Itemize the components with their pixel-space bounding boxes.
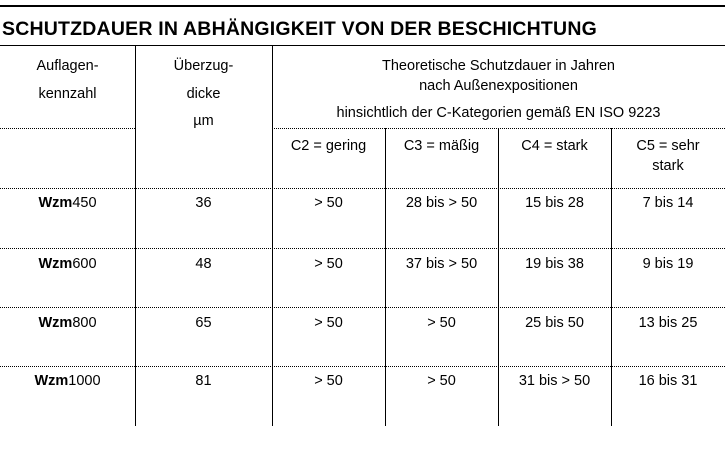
row-4-c4: 31 bis > 50: [518, 373, 591, 389]
row-2-number: 600: [72, 256, 97, 272]
row-1-thickness: 36: [195, 195, 212, 211]
header-c5-line2: stark: [652, 158, 684, 174]
row-divider-2: [0, 307, 725, 308]
header-auflagen: [0, 56, 135, 104]
row-2-label: [0, 254, 135, 274]
header-ueberzug-line1: Überzug-: [173, 58, 234, 74]
row-4-c2: > 50: [314, 373, 343, 389]
top-rule: [0, 5, 725, 7]
row-3-number: 800: [72, 315, 97, 331]
header-group: [272, 56, 725, 123]
header-c3: [385, 136, 498, 156]
row-3-label: [0, 313, 135, 333]
header-bottom-rule: [0, 188, 725, 189]
row-4-prefix: Wzm: [34, 373, 69, 389]
row-1-c2: > 50: [314, 195, 343, 211]
header-auflagen-line2: kennzahl: [38, 86, 97, 102]
row-4-thickness: 81: [195, 373, 212, 389]
header-c2-line1: C2 = gering: [290, 138, 367, 154]
row-divider-1: [0, 248, 725, 249]
row-2-c4: 19 bis 38: [525, 256, 584, 272]
row-3-prefix: Wzm: [38, 315, 73, 331]
row-4-c3: > 50: [427, 373, 456, 389]
header-c3-line1: C3 = mäßig: [403, 138, 480, 154]
header-ueberzug: [135, 56, 272, 131]
row-3-thickness: 65: [195, 315, 212, 331]
row-1-c5: 7 bis 14: [642, 195, 694, 211]
row-1-label: [0, 193, 135, 213]
header-c5: [611, 136, 725, 176]
header-rule: [0, 45, 725, 46]
header-group-line1: Theoretische Schutzdauer in Jahren: [382, 58, 615, 74]
row-2-c5: 9 bis 19: [642, 256, 694, 272]
row-3-c2: > 50: [314, 315, 343, 331]
header-divider-col1: [0, 128, 135, 129]
row-3-c3: > 50: [427, 315, 456, 331]
header-c2: [272, 136, 385, 156]
header-c5-line1: C5 = sehr: [636, 138, 700, 154]
row-3-c5: 13 bis 25: [638, 315, 698, 331]
row-1-c3: 28 bis > 50: [405, 195, 478, 211]
header-c4: [498, 136, 611, 156]
row-4-label: [0, 371, 135, 391]
header-group-line3: hinsichtlich der C-Kategorien gemäß EN ISO 9223: [336, 105, 661, 121]
row-1-number: 450: [72, 195, 97, 211]
row-divider-3: [0, 366, 725, 367]
row-1-c4: 15 bis 28: [525, 195, 584, 211]
row-2-c2: > 50: [314, 256, 343, 272]
row-3-c4: 25 bis 50: [525, 315, 584, 331]
row-1-prefix: Wzm: [38, 195, 73, 211]
header-ueberzug-line2: dicke: [186, 86, 221, 102]
header-auflagen-line1: Auflagen-: [36, 58, 99, 74]
header-ueberzug-line3: µm: [193, 113, 214, 129]
row-4-number: 1000: [68, 373, 101, 389]
table-title: SCHUTZDAUER IN ABHÄNGIGKEIT VON DER BESCHICHTUNG: [2, 18, 597, 40]
header-c4-line1: C4 = stark: [521, 138, 588, 154]
row-2-prefix: Wzm: [38, 256, 73, 272]
header-divider-group: [272, 128, 725, 129]
row-2-thickness: 48: [195, 256, 212, 272]
header-group-line2: nach Außenexpositionen: [419, 78, 578, 94]
row-2-c3: 37 bis > 50: [405, 256, 478, 272]
row-4-c5: 16 bis 31: [638, 373, 698, 389]
